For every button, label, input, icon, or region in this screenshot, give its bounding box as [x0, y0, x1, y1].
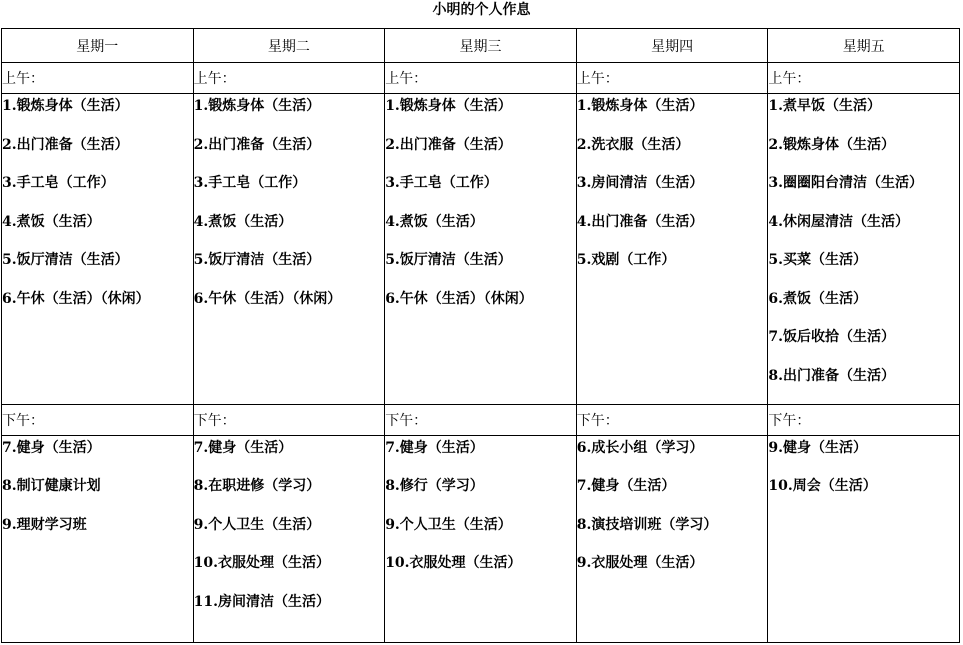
morning-label: 上午： — [2, 63, 194, 94]
morning-list-tuesday — [193, 94, 385, 405]
activity-item: 10.衣服处理（生活） — [193, 555, 330, 572]
afternoon-label: 下午： — [768, 404, 960, 435]
morning-list-monday — [2, 94, 194, 405]
activity-item: 1.煮早饭（生活） — [768, 98, 881, 115]
activity-item: 2.洗衣服（生活） — [576, 136, 690, 153]
morning-label-row — [2, 63, 960, 94]
activity-item: 3.手工皂（工作） — [385, 175, 498, 192]
activity-item: 5.饭厅清洁（生活） — [385, 252, 512, 269]
header-row — [2, 29, 960, 63]
afternoon-label: 下午： — [385, 404, 577, 435]
schedule-table — [1, 28, 960, 643]
activity-item: 9.理财学习班 — [2, 516, 87, 533]
activity-item: 7.饭后收拾（生活） — [768, 329, 895, 346]
afternoon-label: 下午： — [193, 404, 385, 435]
activity-item: 1.锻炼身体（生活） — [385, 98, 512, 115]
activity-item: 4.煮饭（生活） — [385, 213, 484, 230]
activity-item: 6.午休（生活）（休闲） — [385, 290, 533, 307]
day-header-monday: 星期一 — [2, 29, 194, 63]
afternoon-list-thursday — [576, 435, 768, 642]
activity-item: 11.房间清洁（生活） — [193, 593, 330, 610]
activity-item: 3.圈圈阳台清洁（生活） — [768, 175, 923, 192]
activity-item: 2.出门准备（生活） — [2, 136, 129, 153]
activity-item: 9.衣服处理（生活） — [576, 555, 704, 572]
afternoon-label: 下午： — [576, 404, 768, 435]
morning-label: 上午： — [768, 63, 960, 94]
document-title: 小明的个人作息 — [432, 2, 531, 18]
activity-item: 1.锻炼身体（生活） — [576, 98, 704, 115]
activity-item: 4.煮饭（生活） — [193, 213, 293, 230]
activity-item: 3.房间清洁（生活） — [576, 175, 704, 192]
activity-item: 9.个人卫生（生活） — [193, 516, 321, 533]
day-header-tuesday: 星期二 — [193, 29, 385, 63]
day-header-thursday: 星期四 — [576, 29, 768, 63]
activity-item: 3.手工皂（工作） — [193, 175, 307, 192]
morning-list-friday — [768, 94, 960, 405]
activity-item: 7.健身（生活） — [576, 478, 676, 495]
activity-item: 8.出门准备（生活） — [768, 367, 895, 384]
activity-item: 5.饭厅清洁（生活） — [193, 252, 321, 269]
afternoon-activities-row — [2, 435, 960, 642]
activity-item: 8.在职进修（学习） — [193, 478, 321, 495]
morning-activities-row — [2, 94, 960, 405]
morning-list-wednesday — [385, 94, 577, 405]
activity-item: 2.出门准备（生活） — [193, 136, 321, 153]
activity-item: 7.健身（生活） — [2, 439, 101, 456]
activity-item: 3.手工皂（工作） — [2, 175, 115, 192]
afternoon-label: 下午： — [2, 404, 194, 435]
activity-item: 4.煮饭（生活） — [2, 213, 101, 230]
activity-item: 6.成长小组（学习） — [576, 439, 704, 456]
afternoon-list-tuesday — [193, 435, 385, 642]
activity-item: 7.健身（生活） — [193, 439, 293, 456]
morning-label: 上午： — [576, 63, 768, 94]
activity-item: 9.健身（生活） — [768, 439, 867, 456]
activity-item: 7.健身（生活） — [385, 439, 484, 456]
afternoon-label-row — [2, 404, 960, 435]
activity-item: 5.饭厅清洁（生活） — [2, 252, 129, 269]
activity-item: 6.煮饭（生活） — [768, 290, 867, 307]
afternoon-list-monday — [2, 435, 194, 642]
activity-item: 1.锻炼身体（生活） — [193, 98, 321, 115]
activity-item: 2.锻炼身体（生活） — [768, 136, 895, 153]
activity-item: 9.个人卫生（生活） — [385, 516, 512, 533]
day-header-friday: 星期五 — [768, 29, 960, 63]
activity-item: 6.午休（生活）（休闲） — [2, 290, 150, 307]
activity-item: 8.演技培训班（学习） — [576, 516, 718, 533]
activity-item: 2.出门准备（生活） — [385, 136, 512, 153]
afternoon-list-wednesday — [385, 435, 577, 642]
activity-item: 4.出门准备（生活） — [576, 213, 704, 230]
activity-item: 5.戏剧（工作） — [576, 252, 676, 269]
morning-list-thursday — [576, 94, 768, 405]
morning-label: 上午： — [193, 63, 385, 94]
morning-label: 上午： — [385, 63, 577, 94]
activity-item: 10.周会（生活） — [768, 478, 877, 495]
activity-item: 4.休闲屋清洁（生活） — [768, 213, 909, 230]
activity-item: 8.修行（学习） — [385, 478, 484, 495]
activity-item: 8.制订健康计划 — [2, 478, 101, 495]
activity-item: 5.买菜（生活） — [768, 252, 867, 269]
day-header-wednesday: 星期三 — [385, 29, 577, 63]
activity-item: 6.午休（生活）（休闲） — [193, 290, 342, 307]
activity-item: 10.衣服处理（生活） — [385, 555, 522, 572]
activity-item: 1.锻炼身体（生活） — [2, 98, 129, 115]
afternoon-list-friday — [768, 435, 960, 642]
